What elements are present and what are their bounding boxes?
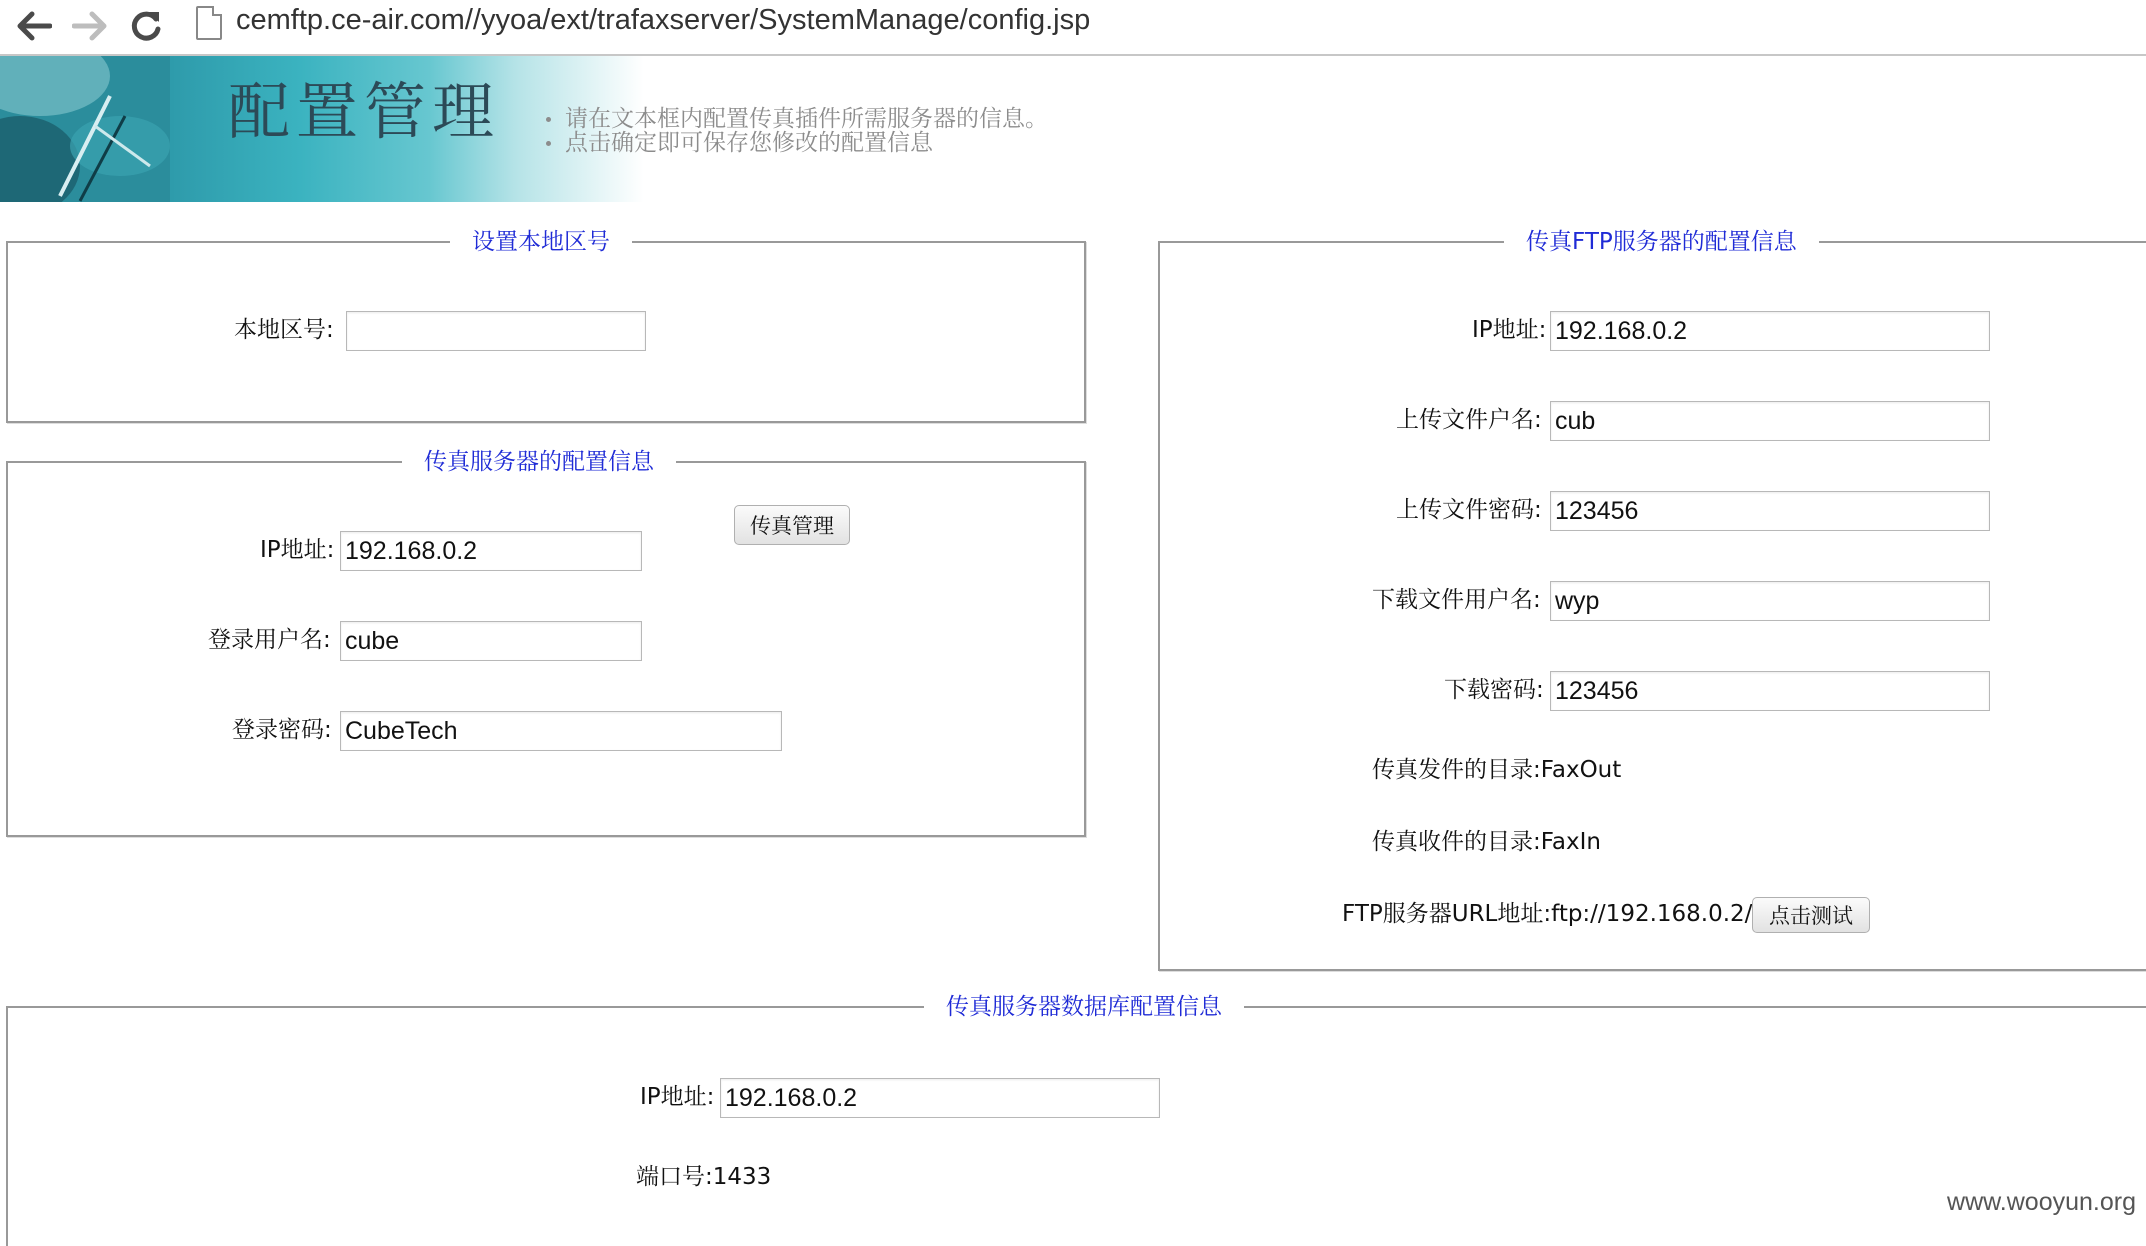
fax-server-fieldset [6, 449, 1086, 837]
fax-ip-label: IP地址: [260, 537, 335, 563]
download-user-input[interactable]: wyp [1550, 581, 1990, 621]
upload-password-input[interactable]: 123456 [1550, 491, 1990, 531]
fax-in-dir [1372, 825, 1601, 859]
download-password-label: 下载密码: [1444, 677, 1544, 703]
fax-user-input[interactable]: cube [340, 621, 642, 661]
local-area-fieldset [6, 229, 1086, 423]
fax-out-dir [1372, 753, 1621, 787]
page-title: 配置管理 [228, 75, 501, 148]
bullet-icon [546, 117, 551, 122]
forward-button[interactable] [70, 6, 110, 46]
address-bar[interactable]: cemftp.ce-air.com//yyoa/ext/trafaxserver/SystemManage/config.jsp [236, 4, 1091, 36]
reload-icon [129, 9, 163, 43]
area-code-input[interactable] [346, 311, 646, 351]
ftp-url [1342, 897, 1752, 931]
fax-in-dir-value: FaxIn [1540, 829, 1601, 855]
ftp-url-value: ftp://192.168.0.2/ [1551, 901, 1753, 927]
fax-password-label: 登录密码: [232, 717, 332, 743]
download-password-input[interactable]: 123456 [1550, 671, 1990, 711]
db-server-legend: 传真服务器数据库配置信息 [924, 992, 1244, 1022]
db-port-value: 1433 [712, 1164, 772, 1190]
arrow-right-icon [72, 10, 108, 42]
browser-toolbar [0, 0, 2146, 56]
ftp-ip-input[interactable]: 192.168.0.2 [1550, 311, 1990, 351]
fax-out-dir-value: FaxOut [1540, 757, 1622, 783]
page-icon [196, 6, 222, 40]
fax-user-label: 登录用户名: [208, 627, 331, 653]
reload-button[interactable] [126, 6, 166, 46]
back-button[interactable] [14, 6, 54, 46]
upload-user-label: 上传文件户名: [1396, 407, 1542, 433]
fax-manage-button[interactable]: 传真管理 [734, 505, 850, 545]
upload-password-label: 上传文件密码: [1396, 497, 1542, 523]
ftp-server-legend: 传真FTP服务器的配置信息 [1504, 227, 1819, 257]
fax-ip-input[interactable]: 192.168.0.2 [340, 531, 642, 571]
db-port-label: 端口号: [636, 1164, 713, 1190]
test-button[interactable]: 点击测试 [1752, 897, 1870, 933]
tip-item: 点击确定即可保存您修改的配置信息 [546, 124, 933, 157]
db-port [636, 1160, 771, 1194]
ftp-url-label: FTP服务器URL地址: [1342, 901, 1552, 927]
ftp-server-fieldset [1158, 229, 2146, 971]
upload-user-input[interactable]: cub [1550, 401, 1990, 441]
banner-illustration [0, 56, 170, 202]
db-server-fieldset [6, 994, 2146, 1246]
db-ip-label: IP地址: [640, 1084, 715, 1110]
arrow-left-icon [16, 10, 52, 42]
area-code-label: 本地区号: [234, 317, 334, 343]
download-user-label: 下载文件用户名: [1372, 587, 1541, 613]
fax-server-legend: 传真服务器的配置信息 [402, 447, 676, 477]
db-ip-input[interactable]: 192.168.0.2 [720, 1078, 1160, 1118]
local-area-legend: 设置本地区号 [450, 227, 632, 257]
fax-in-dir-label: 传真收件的目录: [1372, 829, 1541, 855]
bullet-icon [546, 141, 551, 146]
fax-password-input[interactable]: CubeTech [340, 711, 782, 751]
fax-out-dir-label: 传真发件的目录: [1372, 757, 1541, 783]
tip-item: 请在文本框内配置传真插件所需服务器的信息。 [546, 100, 1048, 133]
watermark: www.wooyun.org [1947, 1188, 2136, 1216]
ftp-ip-label: IP地址: [1472, 317, 1547, 343]
